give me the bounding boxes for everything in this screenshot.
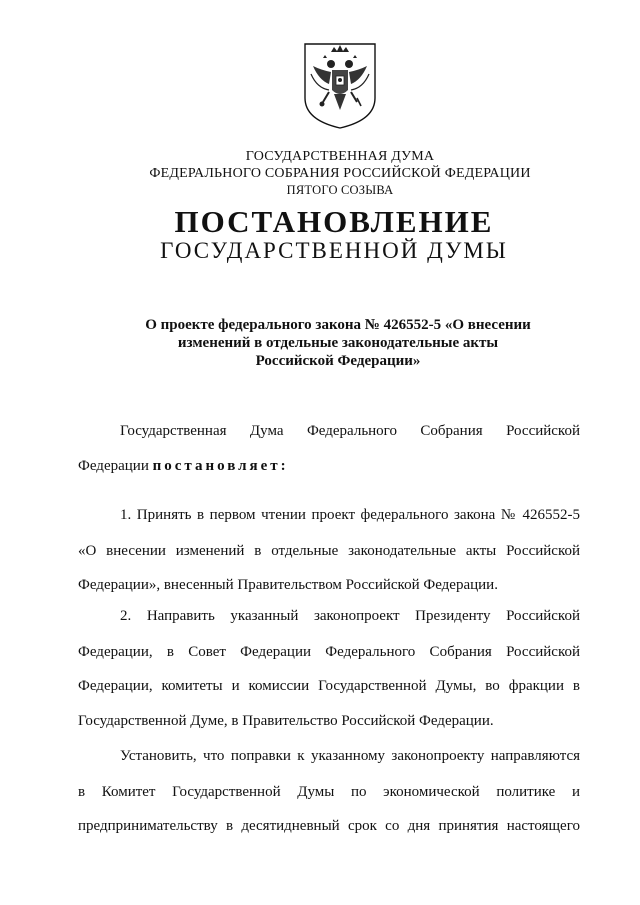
item2-line-1: 2. Направить указанный законопроект Президенту Российской [120,608,580,624]
item2-line-4: Государственной Думе, в Правительство Российской Федерации. [78,713,494,729]
item1-line-3: Федерации», внесенный Правительством Российской Федерации. [78,577,498,593]
org-header-line-2: ФЕДЕРАЛЬНОГО СОБРАНИЯ РОССИЙСКОЙ ФЕДЕРАЦИИ [149,166,531,181]
item3-line-2: в Комитет Государственной Думы по экономической политике и [78,784,580,800]
item3-line-1: Установить, что поправки к указанному законопроекту направляются [120,748,580,764]
item2-line-3: Федерации, комитеты и комиссии Государственной Думы, во фракции в [78,678,580,694]
subject-line-1: О проекте федерального закона № 426552-5 «О внесении [145,317,531,333]
preamble-line-2 [78,456,580,476]
preamble-line-1: Государственная Дума Федерального Собрания Российской [120,423,580,439]
item2-line-2: Федерации, в Совет Федерации Федерального Собрания Российской [78,644,580,660]
decree-word: постановляет: [152,458,289,474]
subject-line-3: Российской Федерации» [255,353,421,369]
org-header-line-1: ГОСУДАРСТВЕННАЯ ДУМА [245,149,435,164]
org-header-line-3: ПЯТОГО СОЗЫВА [286,183,394,197]
item3-line-3: предпринимательству в десятидневный срок со дня принятия настоящего [78,818,580,834]
coat-of-arms-emblem-icon [301,40,379,132]
item1-line-1: 1. Принять в первом чтении проект федерального закона № 426552-5 [120,507,580,523]
preamble-line-2-start: Федерации [78,458,153,474]
document-subject [0,316,640,370]
document-subtitle: ГОСУДАРСТВЕННОЙ ДУМЫ [160,238,508,263]
item1-line-2: «О внесении изменений в отдельные законодательные акты Российской [78,543,580,559]
document-title: ПОСТАНОВЛЕНИЕ [174,204,494,239]
subject-line-2: изменений в отдельные законодательные акты [177,335,499,351]
